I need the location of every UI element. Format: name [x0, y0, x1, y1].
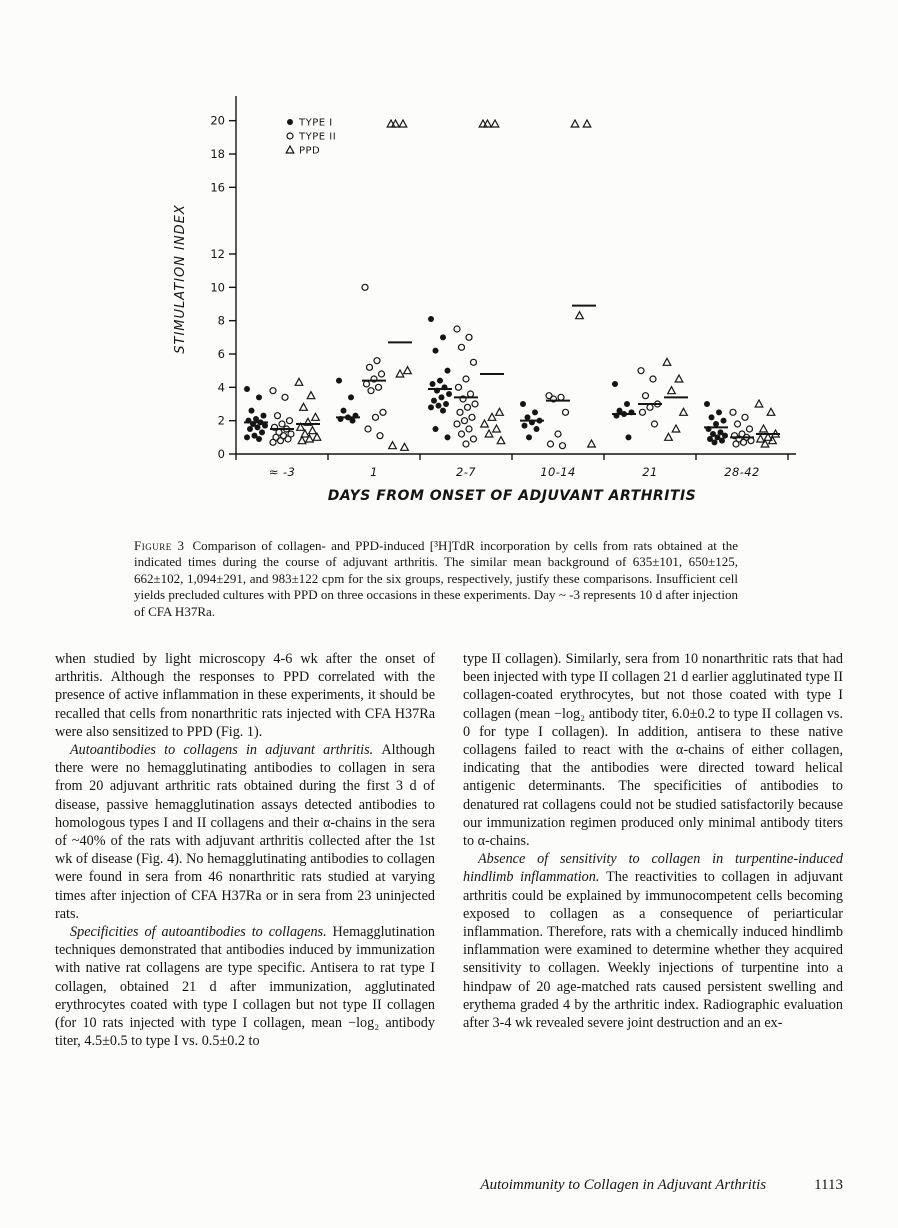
data-point-marker	[431, 398, 437, 404]
x-axis-title: DAYS FROM ONSET OF ADJUVANT ARTHRITIS	[327, 488, 697, 504]
data-point-marker	[493, 425, 501, 432]
legend-label: TYPE I	[299, 117, 333, 129]
data-point-marker	[488, 413, 496, 420]
data-point-marker	[560, 443, 566, 449]
data-point-marker	[433, 348, 439, 354]
data-point-marker	[298, 437, 306, 444]
data-point-marker	[712, 439, 718, 445]
data-point-marker	[456, 384, 462, 390]
data-point-marker	[287, 133, 293, 139]
data-point-marker	[735, 421, 741, 427]
text-column-left	[55, 650, 435, 1050]
data-point-marker	[309, 427, 317, 434]
data-point-marker	[256, 436, 262, 442]
data-point-marker	[650, 376, 656, 382]
legend-label: PPD	[299, 145, 321, 157]
data-point-marker	[760, 425, 768, 432]
data-point-marker	[443, 401, 449, 407]
data-point-marker	[428, 316, 434, 322]
paragraph-lead: Absence of sensitivity to collagen in turpentine-induced hindlimb inflammation.	[463, 851, 843, 886]
data-point-marker	[663, 358, 671, 365]
data-point-marker	[278, 438, 284, 444]
data-point-marker	[468, 391, 474, 397]
data-point-marker	[741, 439, 747, 445]
y-tick-label: 10	[210, 280, 225, 295]
data-point-marker	[249, 408, 255, 414]
figure-caption-label: Figure 3	[134, 538, 185, 553]
data-point-marker	[588, 440, 596, 447]
data-point-marker	[730, 409, 736, 415]
data-point-marker	[256, 394, 262, 400]
data-point-marker	[367, 364, 373, 370]
data-point-marker	[747, 426, 753, 432]
data-point-marker	[757, 435, 765, 442]
data-point-marker	[362, 284, 368, 290]
data-point-marker	[466, 426, 472, 432]
y-tick-label: 12	[210, 247, 225, 261]
data-point-marker	[481, 420, 489, 427]
legend-label: TYPE II	[299, 131, 337, 143]
data-point-marker	[497, 437, 505, 444]
data-point-marker	[279, 421, 285, 427]
data-point-marker	[555, 431, 561, 437]
y-axis-title: STIMULATION INDEX	[173, 204, 188, 354]
data-point-marker	[704, 401, 710, 407]
figure-caption-text: Comparison of collagen- and PPD-induced [³H]TdR incorporation by cells from rats obtained at the indicated times during the course of adjuvant arthritis. The similar mean background of 635±101, 650±125, 662±102, 1,094±291, and 983±122 cpm for the six groups, respectively, justify these comparisons. Insufficient cell yields precluded cultures with PPD on three occasions in these experiments. Day ~ -3 represents 10 d after injection of CFA H37Ra.	[134, 538, 738, 619]
paragraph-lead: Autoantibodies to collagens in adjuvant arthritis.	[70, 742, 382, 759]
data-point-marker	[520, 401, 526, 407]
data-point-marker	[716, 409, 722, 415]
data-point-marker	[742, 414, 748, 420]
y-tick-label: 4	[217, 380, 225, 395]
text-column-right	[463, 650, 843, 1050]
data-point-marker	[485, 430, 493, 437]
data-point-marker	[463, 441, 469, 447]
x-category-label: 21	[642, 465, 658, 479]
data-point-marker	[446, 391, 452, 397]
data-point-marker	[459, 431, 465, 437]
x-category-label: 2-7	[456, 465, 476, 479]
data-point-marker	[454, 326, 460, 332]
data-point-marker	[491, 120, 499, 127]
data-point-marker	[463, 376, 469, 382]
data-point-marker	[722, 433, 728, 439]
data-point-marker	[275, 413, 281, 419]
y-tick-label: 0	[217, 447, 225, 461]
y-tick-label: 2	[217, 413, 225, 428]
data-point-marker	[472, 401, 478, 407]
y-tick-label: 18	[210, 147, 225, 161]
running-title: Autoimmunity to Collagen in Adjuvant Arthritis	[480, 1177, 767, 1193]
data-point-marker	[612, 381, 618, 387]
data-point-marker	[767, 408, 775, 415]
data-point-marker	[719, 438, 725, 444]
stimulation-chart	[158, 76, 808, 524]
data-point-marker	[652, 421, 658, 427]
data-point-marker	[466, 334, 472, 340]
data-point-marker	[471, 359, 477, 365]
data-point-marker	[300, 403, 308, 410]
data-point-marker	[348, 394, 354, 400]
data-point-marker	[522, 423, 528, 429]
chart-legend	[286, 118, 336, 157]
y-tick-label: 20	[210, 113, 225, 128]
data-point-marker	[626, 434, 632, 440]
data-point-marker	[287, 119, 293, 125]
data-point-marker	[368, 388, 374, 394]
data-point-marker	[439, 394, 445, 400]
data-point-marker	[364, 381, 370, 387]
data-point-marker	[295, 378, 303, 385]
data-point-marker	[583, 120, 591, 127]
data-point-marker	[733, 441, 739, 447]
data-point-marker	[471, 436, 477, 442]
data-point-marker	[462, 418, 468, 424]
data-point-marker	[374, 358, 380, 364]
data-point-marker	[526, 434, 532, 440]
data-point-marker	[668, 387, 676, 394]
data-point-marker	[454, 421, 460, 427]
data-point-marker	[255, 424, 261, 430]
page-number: 1113	[814, 1177, 843, 1193]
figure-caption	[134, 538, 738, 620]
data-point-marker	[376, 384, 382, 390]
data-point-marker	[647, 404, 653, 410]
data-point-marker	[680, 408, 688, 415]
data-point-marker	[665, 433, 673, 440]
data-point-marker	[534, 426, 540, 432]
data-point-marker	[437, 378, 443, 384]
data-point-marker	[244, 434, 250, 440]
data-point-marker	[643, 393, 649, 399]
data-point-marker	[709, 414, 715, 420]
data-point-marker	[624, 401, 630, 407]
data-point-marker	[713, 421, 719, 427]
data-point-marker	[430, 381, 436, 387]
data-point-marker	[675, 375, 683, 382]
data-point-marker	[396, 370, 404, 377]
data-point-marker	[307, 392, 315, 399]
paragraph: Autoantibodies to collagens in adjuvant arthritis. Although there were no hemagglutinating antibodies to collagen in sera from 20 adjuvant arthritic rats obtained during the first 3 d of disease, passive hemagglutination assays detected antibodies to homologous types I and II collagens and their α-chains in the sera of ~40% of the rats with adjuvant arthritis collected after the 1st wk of disease (Fig. 4). No hemagglutinating antibodies to collagen were found in sera from 46 nonarthritic rats studied at varying times after injection of CFA H37Ra or in sera from 23 uninjected rats.	[55, 742, 435, 922]
data-point-marker	[306, 435, 314, 442]
paragraph: Absence of sensitivity to collagen in turpentine-induced hindlimb inflammation. The reactivities to collagen in adjuvant arthritis could be explained by immunocompetent cells becoming exposed to collagen as a consequence of periarticular inflammation. Therefore, rats with a chemically induced hindlimb inflammation were examined to determine whether they acquired sensitivity to collagen. Weekly injections of turpentine into a hindpaw of 20 age-matched rats caused persistent swelling and erythema graded 4 by the arthritic index. Radiographic evaluation after 3-4 wk revealed severe joint destruction and an ex-	[463, 851, 843, 1032]
data-point-marker	[436, 403, 442, 409]
data-point-marker	[404, 367, 412, 374]
data-point-marker	[469, 414, 475, 420]
data-point-marker	[672, 425, 680, 432]
data-point-marker	[244, 386, 250, 392]
x-category-label: 1	[370, 465, 378, 479]
data-point-marker	[748, 438, 754, 444]
figure-3	[134, 0, 808, 620]
data-point-marker	[496, 408, 504, 415]
data-point-marker	[465, 404, 471, 410]
y-tick-label: 6	[217, 347, 225, 361]
data-point-marker	[270, 388, 276, 394]
data-point-marker	[285, 436, 291, 442]
data-point-marker	[336, 378, 342, 384]
data-point-marker	[350, 418, 356, 424]
data-point-marker	[571, 120, 579, 127]
paragraph: Specificities of autoantibodies to collagens. Hemagglutination techniques demonstrated that antibodies induced by immunization with native rat collagens are type specific. Antisera to rat type I collagen, obtained 21 d after immunization, agglutinated erythrocytes coated with type I collagen but not type II collagen (for 10 rats injected with type I collagen, mean −log₂ antibody titer, 4.5±0.5 to type I vs. 0.5±0.2 to	[55, 924, 435, 1050]
x-category-label: 28-42	[724, 465, 760, 479]
data-point-marker	[440, 408, 446, 414]
series-type-ii	[270, 284, 754, 448]
data-point-marker	[401, 443, 409, 450]
x-category-label: 10-14	[540, 465, 576, 479]
data-point-marker	[270, 439, 276, 445]
data-point-marker	[640, 409, 646, 415]
data-point-marker	[548, 441, 554, 447]
data-point-marker	[341, 408, 347, 414]
paragraph: type II collagen). Similarly, sera from 10 nonarthritic rats that had been injected with type II collagen 21 d earlier agglutinated type II collagen-coated erythrocytes, but not those coated with type I collagen (mean −log₂ antibody titer, 6.0±0.2 to type II collagen vs. 0 for type I collagen). In addition, antisera to these native collagens failed to react with the α-chains of either collagen, indicating that the antibodies were directed toward helical antigenic determinants. The specificities of antibodies to denatured rat collagens could not be studied satisfactorily because our immunization regimen produced only minimal antibody titers to α-chains.	[463, 651, 843, 850]
data-point-marker	[525, 414, 531, 420]
x-category-label: ≈ -3	[268, 465, 296, 479]
paragraph-lead: Specificities of autoantibodies to collagens.	[70, 924, 333, 941]
data-point-marker	[445, 368, 451, 374]
data-point-marker	[313, 433, 321, 440]
data-point-marker	[259, 429, 265, 435]
y-tick-label: 8	[217, 313, 225, 328]
y-tick-label: 16	[210, 180, 225, 195]
data-point-marker	[377, 433, 383, 439]
data-point-marker	[399, 120, 407, 127]
data-point-marker	[365, 426, 371, 432]
article-body	[55, 650, 843, 1050]
data-point-marker	[558, 394, 564, 400]
data-point-marker	[576, 312, 584, 319]
data-point-marker	[261, 413, 267, 419]
data-point-marker	[286, 146, 294, 153]
data-point-marker	[262, 423, 268, 429]
data-point-marker	[380, 409, 386, 415]
data-point-marker	[282, 394, 288, 400]
data-point-marker	[532, 409, 538, 415]
data-point-marker	[459, 344, 465, 350]
data-point-marker	[433, 426, 439, 432]
data-point-marker	[247, 426, 253, 432]
data-point-marker	[301, 430, 309, 437]
data-point-marker	[428, 404, 434, 410]
data-point-marker	[638, 368, 644, 374]
data-point-marker	[563, 409, 569, 415]
data-point-marker	[389, 442, 397, 449]
data-point-marker	[287, 418, 293, 424]
data-point-marker	[373, 414, 379, 420]
data-point-marker	[379, 371, 385, 377]
page-footer	[480, 1177, 843, 1194]
data-point-marker	[312, 413, 320, 420]
data-point-marker	[457, 409, 463, 415]
data-point-marker	[440, 334, 446, 340]
series-ppd	[295, 117, 780, 450]
data-point-marker	[755, 400, 763, 407]
data-point-marker	[721, 418, 727, 424]
data-point-marker	[761, 440, 769, 447]
paragraph: when studied by light microscopy 4-6 wk after the onset of arthritis. Although the responses to PPD correlated with the presence of active inflammation in these experiments, it should be recalled that cells from nonarthritic rats injected with CFA H37Ra were also sensitized to PPD (Fig. 1).	[55, 651, 435, 740]
data-point-marker	[445, 434, 451, 440]
